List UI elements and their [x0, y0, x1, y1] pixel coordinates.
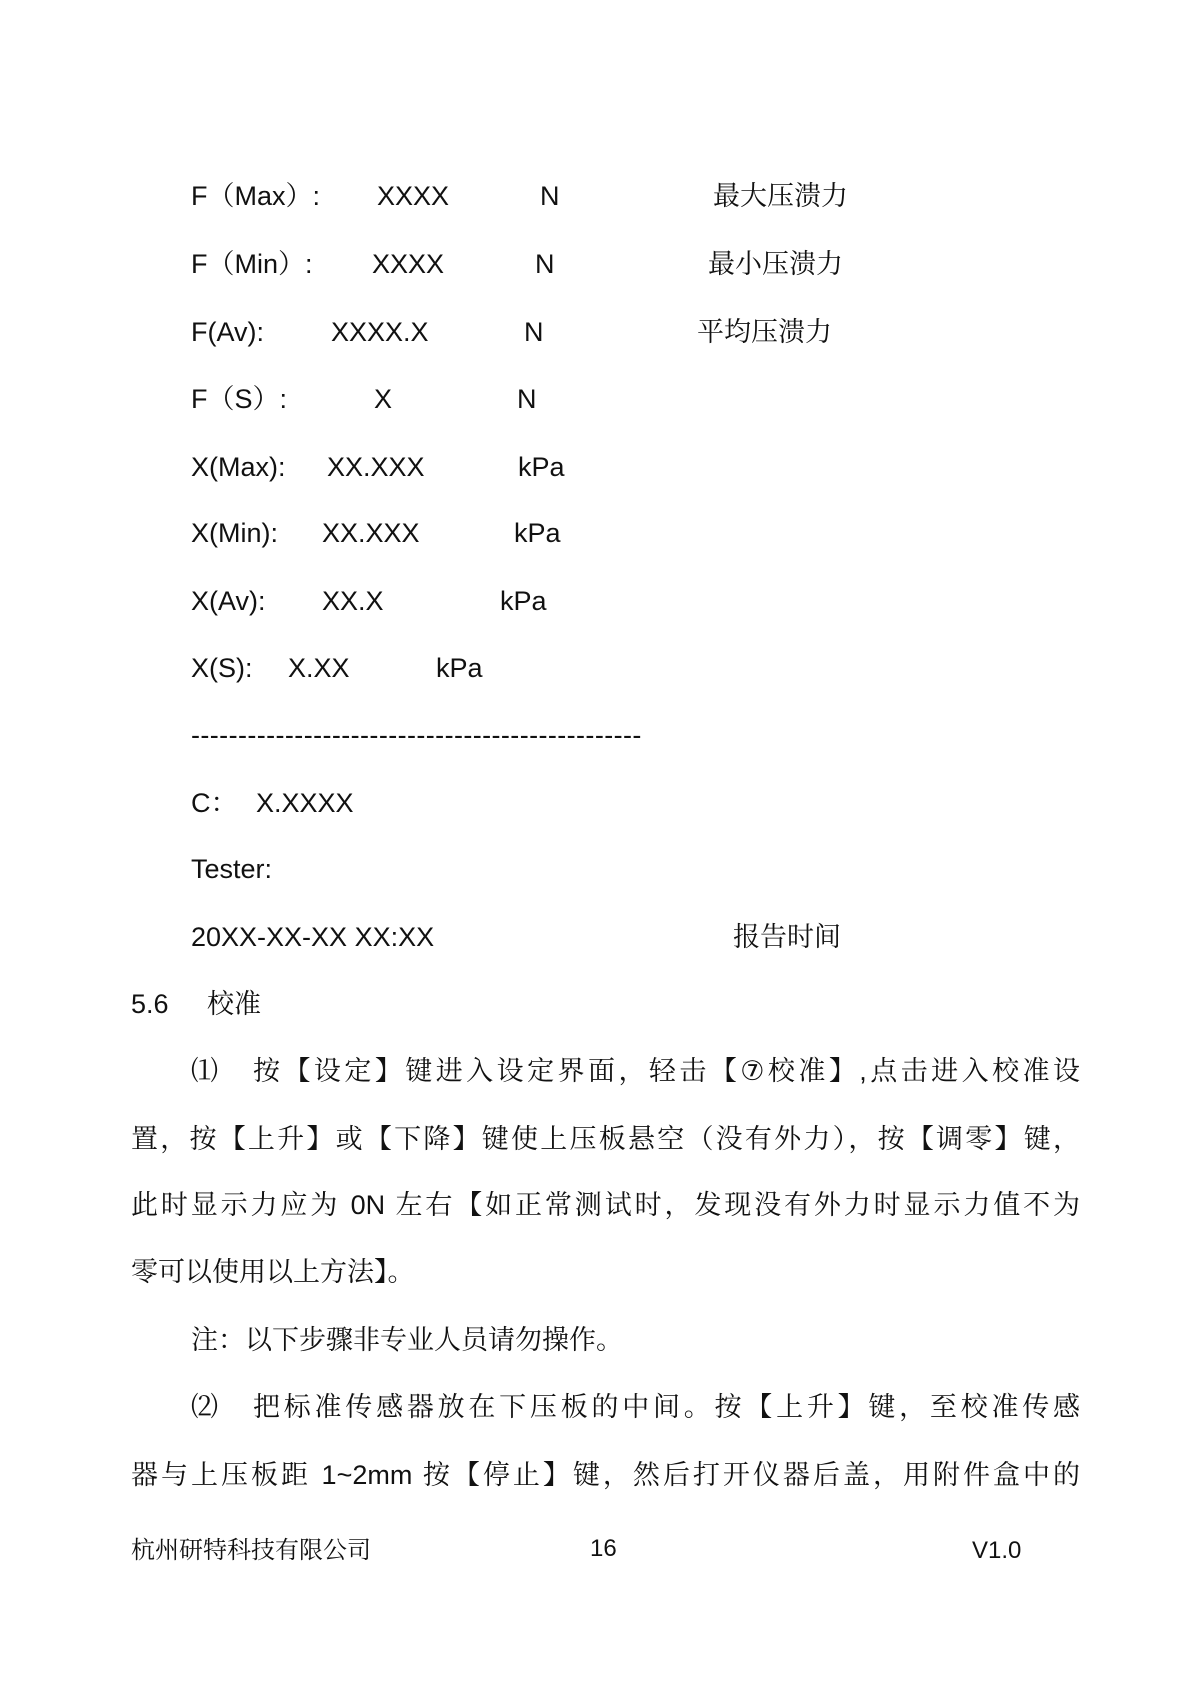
- label: X(Av):: [191, 586, 266, 616]
- label: F(Av):: [191, 317, 264, 347]
- paragraph-line: 器与上压板距 1~2mm 按【停止】键，然后打开仪器后盖，用附件盒中的: [131, 1460, 1080, 1490]
- page-number: 16: [590, 1535, 617, 1562]
- label: F（Max）:: [191, 181, 321, 211]
- label: X(Max):: [191, 452, 286, 482]
- label: F（S）:: [191, 384, 288, 414]
- tester-label: Tester:: [191, 854, 273, 884]
- value: XX.XXX: [322, 518, 420, 548]
- value: X: [374, 384, 393, 414]
- label: X(S):: [191, 653, 253, 683]
- description: 最大压溃力: [713, 181, 848, 211]
- footer-company: 杭州研特科技有限公司: [131, 1537, 371, 1564]
- report-datetime: 20XX-XX-XX XX:XX: [191, 922, 435, 952]
- report-datetime-desc: 报告时间: [733, 922, 841, 952]
- paragraph-line: 按【设定】键进入设定界面，轻击【⑦校准】,点击进入校准设: [253, 1056, 1080, 1086]
- unit: kPa: [514, 518, 561, 548]
- unit: kPa: [436, 653, 483, 683]
- description: 最小压溃力: [708, 249, 843, 279]
- label: F（Min）:: [191, 249, 313, 279]
- unit: N: [524, 317, 544, 347]
- footer-version: V1.0: [972, 1537, 1022, 1564]
- value: XX.X: [322, 586, 384, 616]
- value: XXXX: [377, 181, 450, 211]
- value: X.XX: [288, 653, 350, 683]
- unit: N: [540, 181, 560, 211]
- paragraph-line: 此时显示力应为 0N 左右【如正常测试时，发现没有外力时显示力值不为: [131, 1190, 1080, 1220]
- separator-line: ------------------------------------------------: [191, 720, 642, 750]
- note: 注：以下步骤非专业人员请勿操作。: [191, 1325, 623, 1355]
- unit: N: [535, 249, 555, 279]
- paragraph-line: 把标准传感器放在下压板的中间。按【上升】键，至校准传感: [253, 1392, 1080, 1422]
- section-title: 校准: [207, 989, 261, 1019]
- description: 平均压溃力: [697, 317, 832, 347]
- paragraph-line: 零可以使用以上方法】。: [131, 1257, 415, 1287]
- c-value: X.XXXX: [256, 788, 354, 818]
- label: X(Min):: [191, 518, 278, 548]
- section-number: 5.6: [131, 989, 169, 1019]
- paragraph-line: 置，按【上升】或【下降】键使上压板悬空（没有外力），按【调零】键，: [131, 1124, 1080, 1154]
- value: XXXX: [372, 249, 445, 279]
- step-marker: ⑵: [191, 1392, 218, 1422]
- unit: kPa: [500, 586, 547, 616]
- c-label: C：: [191, 788, 238, 818]
- step-marker: ⑴: [191, 1056, 218, 1086]
- value: XX.XXX: [327, 452, 425, 482]
- value: XXXX.X: [331, 317, 429, 347]
- unit: N: [517, 384, 537, 414]
- unit: kPa: [518, 452, 565, 482]
